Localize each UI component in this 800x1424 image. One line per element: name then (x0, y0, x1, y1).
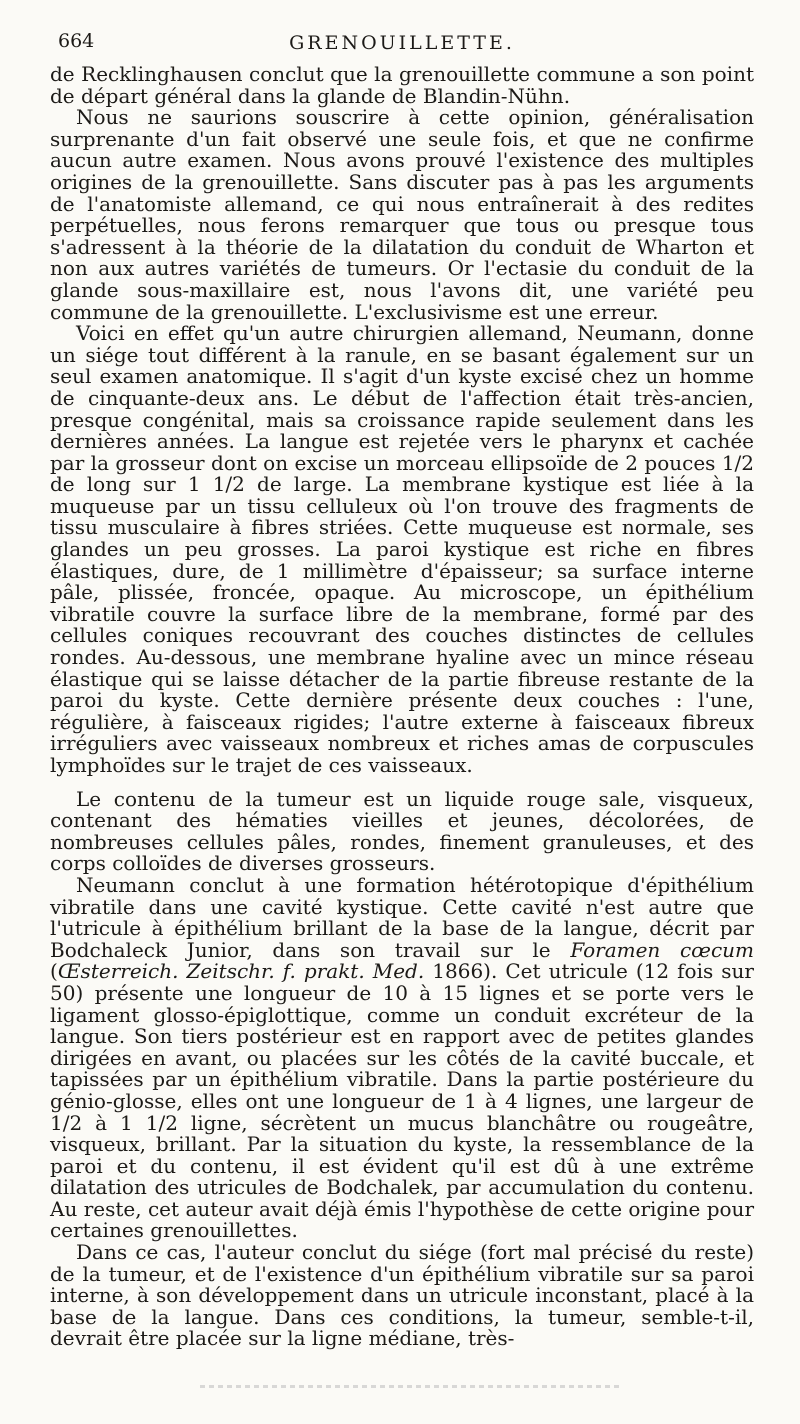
paragraph-3: Voici en effet qu'un autre chirurgien allemand, Neumann, donne un siége tout différent à la ranule, en se basant également sur un seul examen anatomique. Il s'agit d'un kyste excisé chez un homme de cinquante-deux ans. Le début de l'affection était très-ancien, presque congénital, mais sa croissance rapide seulement dans les dernières années. La langue est rejetée vers le pharynx et cachée par la grosseur dont on excise un morceau ellipsoïde de 2 pouces 1/2 de long sur 1 1/2 de large. La membrane kystique est liée à la muqueuse par un tissu celluleux où l'on trouve des fragments de tissu musculaire à fibres striées. Cette muqueuse est normale, ses glandes un peu grosses. La paroi kystique est riche en fibres élastiques, dure, de 1 millimètre d'épaisseur; sa surface interne pâle, plissée, froncée, opaque. Au microscope, un épithélium vibratile couvre la surface libre de la membrane, formé par des cellules coniques recouvrant des couches distinctes de cellules rondes. Au-dessous, une membrane hyaline avec un mince réseau élastique qui se laisse détacher de la partie fibreuse restante de la paroi du kyste. Cette dernière présente deux couches : l'une, régulière, à faisceaux rigides; l'autre externe à faisceaux fibreux irréguliers avec vaisseaux nombreux et riches amas de corpuscules lymphoïdes sur le trajet de ces vaisseaux. (50, 321, 754, 777)
footer-scan-artifact (200, 1385, 620, 1388)
page-header (50, 28, 754, 58)
citation-foramen: Foramen cœcum (570, 937, 755, 962)
citation-journal: Œsterreich. Zeitschr. f. prakt. Med. (57, 959, 425, 984)
running-title: GRENOUILLETTE. (289, 32, 515, 54)
paragraph-4: Le contenu de la tumeur est un liquide rouge sale, visqueux, contenant des hématies vieilles et jeunes, décolorées, de nombreuses cellules pâles, rondes, finement granuleuses, et des corps colloïdes de diverses grosseurs. (50, 786, 754, 876)
paragraph-5 (50, 872, 755, 1243)
body-text (50, 64, 754, 1350)
paragraph-6: Dans ce cas, l'auteur conclut du siége (fort mal précisé du reste) de la tumeur, et de l'existence d'un épithélium vibratile sur sa paroi interne, à son développement dans un utricule inconstant, placé à la base de la langue. Dans ces conditions, la tumeur, semble-t-il, devrait être placée sur la ligne médiane, très- (50, 1240, 754, 1351)
paragraph-5-text-a: Neumann conclut à une formation hétérotopique d'épithélium vibratile dans une cavité kystique. Cette cavité n'est autre que l'utricule à épithélium brillant de la base de la langue, décrit par Bodchaleck Junior, dans son travail sur le (50, 872, 754, 962)
paragraph-1: de Recklinghausen conclut que la grenouillette commune a son point de départ général dans la glande de Blandin-Nühn. (50, 62, 754, 108)
page-number: 664 (58, 30, 95, 52)
paren-open: ( (50, 959, 58, 984)
paragraph-2: Nous ne saurions souscrire à cette opinion, généralisation surprenante d'un fait observé une seule fois, et que ne confirme aucun autre examen. Nous avons prouvé l'existence des multiples origines de la grenouillette. Sans discuter pas à pas les arguments de l'anatomiste allemand, ce qui nous entraînerait à des redites perpétuelles, nous ferons remarquer que tous ou presque tous s'adressent à la théorie de la dilatation du conduit de Wharton et non aux autres variétés de tumeurs. Or l'ectasie du conduit de la glande sous-maxillaire est, nous l'avons dit, une variété peu commune de la grenouillette. L'exclusivisme est une erreur. (50, 105, 754, 324)
paragraph-5-text-b: 1866). Cet utricule (12 fois sur 50) présente une longueur de 10 à 15 lignes et se porte vers le ligament glosso-épiglottique, comme un conduit excréteur de la langue. Son tiers postérieur est en rapport avec de petites glandes dirigées en avant, ou placées sur les côtés de la cavité buccale, et tapissées par un épithélium vibratile. Dans la partie postérieure du génio-glosse, elles ont une longueur de 1 à 4 lignes, une largeur de 1/2 à 1 1/2 ligne, sécrètent un mucus blanchâtre ou rougeâtre, visqueux, brillant. Par la situation du kyste, la ressemblance de la paroi et du contenu, il est évident qu'il est dû à une extrême dilatation des utricules de Bodchalek, par accumulation du contenu. Au reste, cet auteur avait déjà émis l'hypothèse de cette origine pour certaines grenouillettes. (50, 959, 754, 1243)
